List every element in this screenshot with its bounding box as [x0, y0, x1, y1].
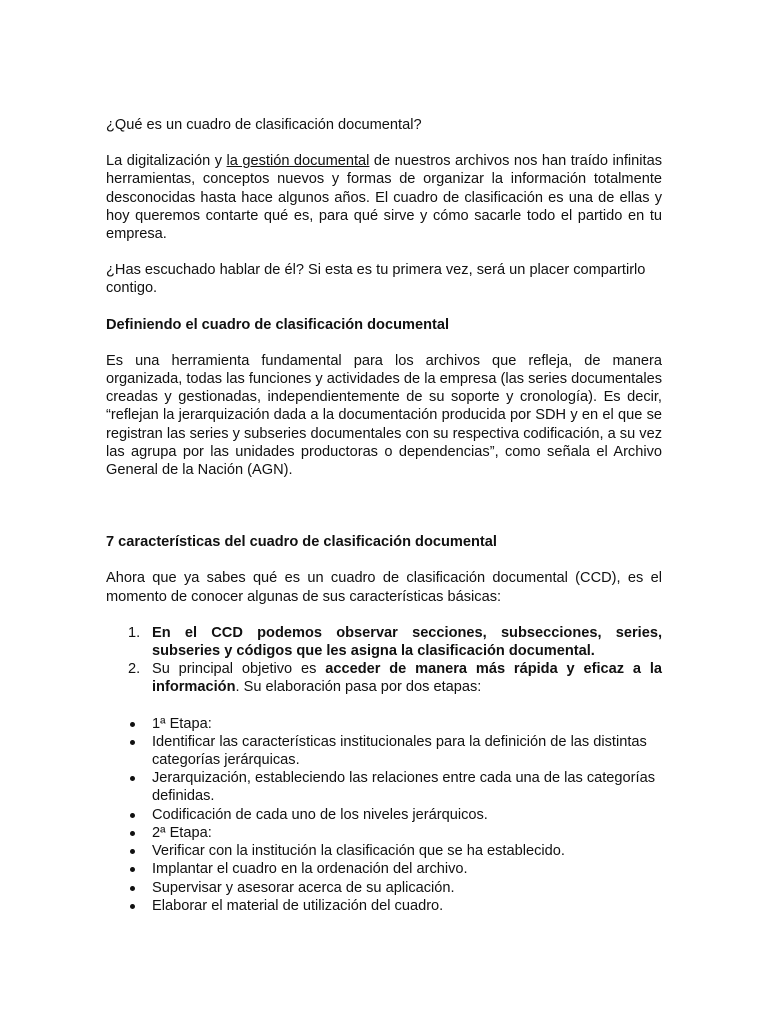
- document-management-link[interactable]: la gestión documental: [226, 153, 370, 170]
- bullet-item: [106, 824, 662, 842]
- bullet-item: [106, 733, 662, 769]
- bullet-icon: [130, 886, 135, 891]
- bullet-item: [106, 897, 662, 915]
- intro-text-end: de nuestros archivos nos han traído infinitas herramientas, conceptos nuevos y formas de organizar la información totalmente desconocidas hasta hace algunos años. El cuadro de clasificación es una de ellas y hoy queremos contarte qué es, para qué sirve y cómo sacarle todo el partido en tu empresa.: [106, 153, 662, 243]
- bullet-icon: [130, 904, 135, 909]
- bullet-item: [106, 842, 662, 860]
- bullet-text: Codificación de cada uno de los niveles jerárquicos.: [152, 806, 488, 823]
- bullet-item: [106, 806, 662, 824]
- bullet-text: Verificar con la institución la clasificación que se ha establecido.: [152, 843, 565, 860]
- bullet-item: [106, 879, 662, 897]
- list-item-bold-text: acceder de manera más rápida y eficaz a la información: [152, 661, 662, 696]
- bullet-icon: [130, 776, 135, 781]
- bullet-icon: [130, 849, 135, 854]
- bullet-text: Supervisar y asesorar acerca de su aplicación.: [152, 879, 455, 896]
- intro-text-start: La digitalización y: [106, 153, 227, 170]
- section-heading-definition: Definiendo el cuadro de clasificación documental: [106, 316, 450, 333]
- bullet-text: Identificar las características institucionales para la definición de las distintas categorías jerárquicas.: [152, 733, 647, 769]
- characteristics-list: [106, 624, 662, 697]
- document-page: [106, 116, 662, 915]
- definition-paragraph: Es una herramienta fundamental para los archivos que refleja, de manera organizada, todas las funciones y actividades de la empresa (las series documentales creadas y gestionadas, independientemente de su soporte y cronología). Es decir, “reflejan la jerarquización dada a la documentación producida por SDH y en el que se registran las series y subseries documentales con su respectiva codificación, a su vez las agrupa por las unidades productoras o dependencias”, como señala el Archivo General de la Nación (AGN).: [106, 352, 662, 479]
- bullet-icon: [130, 831, 135, 836]
- bullet-icon: [130, 813, 135, 818]
- bullet-icon: [130, 722, 135, 727]
- bullet-text: Implantar el cuadro en la ordenación del archivo.: [152, 861, 468, 878]
- bullet-text: Jerarquización, estableciendo las relaciones entre cada una de las categorías definidas.: [152, 770, 655, 805]
- bullet-item: [106, 715, 662, 733]
- bullet-icon: [130, 867, 135, 872]
- list-item: [106, 660, 662, 696]
- list-item: [106, 624, 662, 660]
- list-item-text-start: Su principal objetivo es: [152, 661, 326, 678]
- bullet-text: 2ª Etapa:: [152, 824, 212, 841]
- bullet-text: Elaborar el material de utilización del cuadro.: [152, 897, 444, 914]
- bullet-text: 1ª Etapa:: [152, 715, 212, 732]
- stages-bullet-list: [106, 715, 662, 915]
- question-paragraph: ¿Has escuchado hablar de él? Si esta es tu primera vez, será un placer compartirlo contigo.: [106, 262, 646, 297]
- bullet-item: [106, 860, 662, 878]
- list-item-number: 2.: [128, 661, 141, 678]
- bullet-item: [106, 769, 662, 805]
- document-title: ¿Qué es un cuadro de clasificación documental?: [106, 117, 422, 133]
- bullet-icon: [130, 740, 135, 745]
- list-item-text-end: . Su elaboración pasa por dos etapas:: [235, 679, 482, 696]
- characteristics-intro: Ahora que ya sabes qué es un cuadro de clasificación documental (CCD), es el momento de conocer algunas de sus características básicas:: [106, 570, 662, 605]
- list-item-bold-text: En el CCD podemos observar secciones, subsecciones, series, subseries y códigos que les asigna la clasificación documental.: [152, 624, 662, 660]
- section-heading-characteristics: 7 características del cuadro de clasificación documental: [106, 534, 497, 551]
- list-item-number: 1.: [128, 624, 141, 641]
- intro-paragraph: [106, 152, 662, 243]
